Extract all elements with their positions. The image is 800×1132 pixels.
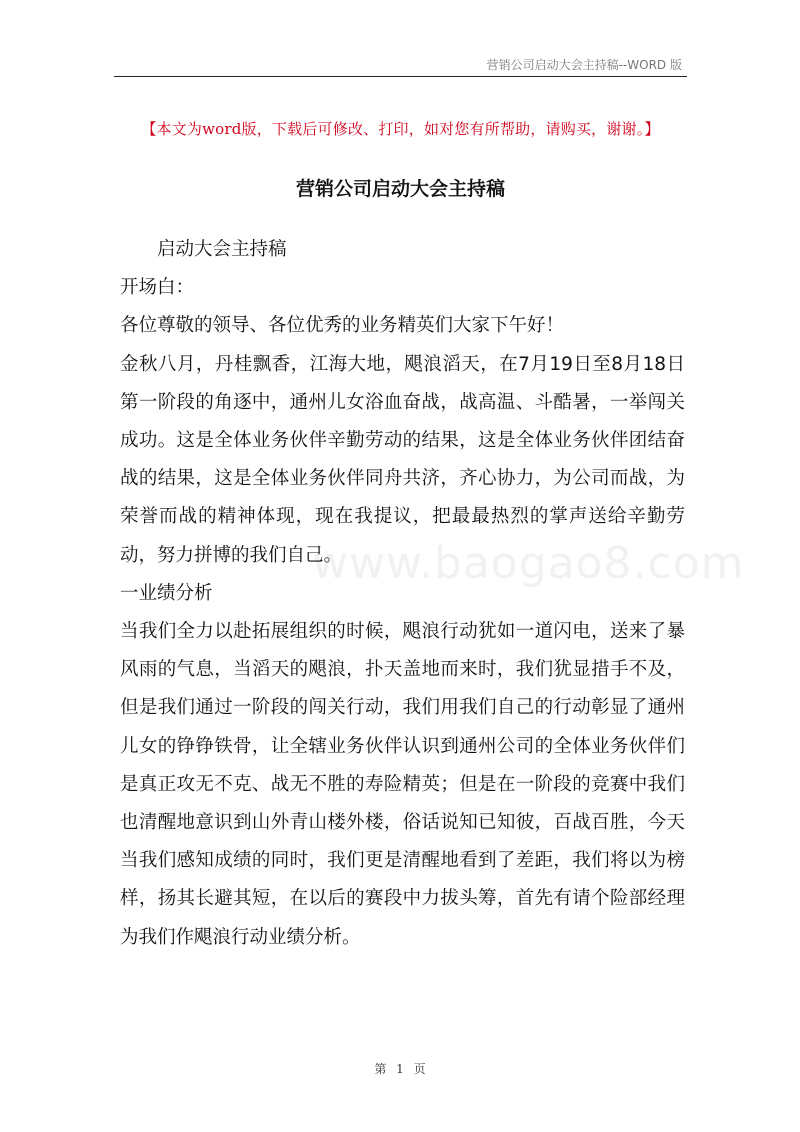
watermark: www.baogao8.com: [312, 538, 745, 589]
purchase-notice: 【本文为word版，下载后可修改、打印，如对您有所帮助，请购买，谢谢。】: [141, 120, 660, 138]
document-title: 营销公司启动大会主持稿: [295, 178, 505, 200]
document-body: [120, 231, 685, 957]
paragraph-opening-label: 开场白：: [120, 277, 195, 299]
header-rule: [114, 76, 687, 77]
running-header: 营销公司启动大会主持稿--WORD 版: [486, 58, 682, 72]
paragraph-greeting: 各位尊敬的领导、各位优秀的业务精英们大家下午好！: [120, 315, 565, 337]
footer-suffix: 页: [413, 1062, 426, 1076]
page-footer: [0, 1060, 800, 1077]
page-number: 1: [396, 1062, 404, 1076]
paragraph-section-heading: 一业绩分析: [120, 582, 213, 604]
paragraph-intro: 金秋八月，丹桂飘香，江海大地，飓浪滔天，在7月19日至8月18日第一阶段的角逐中，通州儿女浴血奋战，战高温、斗酷暑，一举闯关成功。这是全体业务伙伴辛勤劳动的结果，这是全体业务伙伴团结奋战的结果，这是全体业务伙伴同舟共济，齐心协力，为公司而战，为荣誉而战的精神体现，现在我提议，把最最热烈的掌声送给辛勤劳动，努力拼博的我们自己。: [120, 353, 685, 566]
paragraph-subtitle: 启动大会主持稿: [157, 239, 287, 260]
footer-prefix: 第: [374, 1062, 387, 1076]
paragraph-analysis: 当我们全力以赴拓展组织的时候，飓浪行动犹如一道闪电，送来了暴风雨的气息，当滔天的飓浪，扑天盖地而来时，我们犹显措手不及，但是我们通过一阶段的闯关行动，我们用我们自己的行动彰显了通州儿女的铮铮铁骨，让全辖业务伙伴认识到通州公司的全体业务伙伴们是真正攻无不克、战无不胜的寿险精英；但是在一阶段的竞赛中我们也清醒地意识到山外青山楼外楼，俗话说知已知彼，百战百胜，今天当我们感知成绩的同时，我们更是清醒地看到了差距，我们将以为榜样，扬其长避其短，在以后的赛段中力拔头筹，首先有请个险部经理为我们作飓浪行动业绩分析。: [120, 621, 685, 948]
